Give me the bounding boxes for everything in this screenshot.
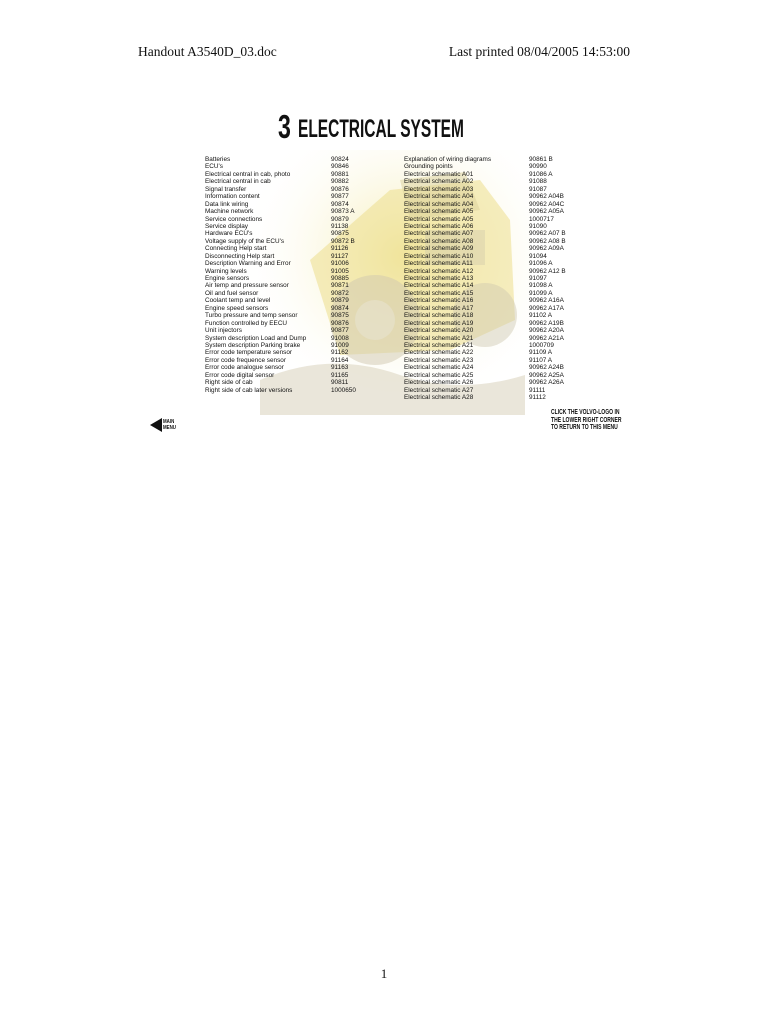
list-item[interactable]: Function controlled by EECU 90876 <box>205 319 349 327</box>
list-item[interactable]: Electrical schematic A09 90962 A09A <box>404 245 564 253</box>
page-number: 1 <box>380 966 388 981</box>
list-item[interactable]: Electrical schematic A07 90962 A07 B <box>404 230 566 238</box>
list-item[interactable]: Electrical central in cab 90882 <box>205 178 349 186</box>
list-item[interactable]: System description Parking brake 91009 <box>205 341 349 349</box>
list-item[interactable]: Electrical schematic A11 91096 A <box>404 260 553 268</box>
list-item[interactable]: Batteries 90824 <box>205 156 349 163</box>
list-item[interactable]: Error code analogue sensor 91163 <box>205 364 349 372</box>
list-item[interactable]: Electrical schematic A20 90962 A20A <box>404 327 564 335</box>
list-item[interactable]: Engine speed sensors 90874 <box>205 304 349 312</box>
list-item[interactable]: Data link wiring 90874 <box>205 200 349 208</box>
title-text: ELECTRICAL SYSTEM <box>298 115 464 143</box>
list-item[interactable]: System description Load and Dump 91008 <box>205 334 349 342</box>
list-item[interactable]: Oil and fuel sensor 90872 <box>205 289 349 297</box>
header-filename: Handout A3540D_03.doc <box>138 44 277 59</box>
list-item[interactable]: Electrical schematic A10 91094 <box>404 252 547 260</box>
list-item[interactable]: Disconnecting Help start 91127 <box>205 252 349 260</box>
list-item[interactable]: Electrical schematic A21 1000709 <box>404 341 554 349</box>
list-item[interactable]: Electrical schematic A15 91099 A <box>404 289 553 297</box>
main-menu-label: MAIN MENU <box>163 419 176 431</box>
title-number: 3 <box>278 108 291 145</box>
list-item[interactable]: Electrical schematic A28 91112 <box>404 394 546 401</box>
right-topic-list <box>404 156 604 401</box>
list-item[interactable]: Electrical schematic A13 91097 <box>404 275 547 282</box>
list-item[interactable]: Electrical schematic A24 90962 A24B <box>404 364 564 372</box>
list-item[interactable]: Air temp and pressure sensor 90871 <box>205 282 349 290</box>
list-item[interactable]: Error code frequence sensor 91164 <box>205 356 349 364</box>
list-item[interactable]: Electrical schematic A04 90962 A04B <box>404 193 564 201</box>
list-item[interactable]: Electrical schematic A25 90962 A25A <box>404 371 564 379</box>
list-item[interactable]: Electrical schematic A21 90962 A21A <box>404 334 564 342</box>
list-item[interactable]: Hardware ECU's 90875 <box>205 230 349 238</box>
list-item[interactable]: Electrical schematic A16 90962 A16A <box>404 297 564 305</box>
list-item[interactable]: Electrical schematic A17 90962 A17A <box>404 304 564 312</box>
list-item[interactable]: Error code digital sensor 91165 <box>205 371 349 379</box>
list-item[interactable]: Electrical schematic A01 91086 A <box>404 170 553 178</box>
list-item[interactable]: Electrical schematic A27 91111 <box>404 386 546 394</box>
left-arrow-icon <box>150 418 162 432</box>
list-item[interactable]: Electrical central in cab, photo 90881 <box>205 170 349 178</box>
list-item[interactable]: Electrical schematic A22 91109 A <box>404 349 552 357</box>
list-item[interactable]: Electrical schematic A06 91090 <box>404 222 547 230</box>
list-item[interactable]: Voltage supply of the ECU's 90872 B <box>205 237 355 245</box>
list-item[interactable]: Error code temperature sensor 91162 <box>205 349 349 357</box>
list-item[interactable]: Electrical schematic A14 91098 A <box>404 282 553 290</box>
list-item[interactable]: Machine network 90873 A <box>205 208 355 216</box>
list-item[interactable]: Signal transfer 90876 <box>205 185 349 193</box>
list-item[interactable]: Description Warning and Error 91006 <box>205 260 349 268</box>
list-item[interactable]: Turbo pressure and temp sensor 90875 <box>205 312 349 320</box>
list-item[interactable]: Electrical schematic A02 91088 <box>404 178 547 186</box>
list-item[interactable]: Electrical schematic A05 1000717 <box>404 215 554 223</box>
list-item[interactable]: Electrical schematic A19 90962 A19B <box>404 319 564 327</box>
list-item[interactable]: Connecting Help start 91126 <box>205 245 349 253</box>
list-item[interactable]: Electrical schematic A08 90962 A08 B <box>404 237 566 245</box>
list-item[interactable]: Service display 91138 <box>205 222 349 230</box>
list-item[interactable]: Information content 90877 <box>205 193 349 201</box>
list-item[interactable]: Service connections 90879 <box>205 215 349 223</box>
list-item[interactable]: Electrical schematic A05 90962 A05A <box>404 208 564 216</box>
page-title <box>278 108 498 148</box>
main-menu-button[interactable] <box>150 418 179 432</box>
list-item[interactable]: Warning levels 91005 <box>205 267 349 275</box>
list-item[interactable]: Electrical schematic A04 90962 A04C <box>404 200 565 208</box>
list-item[interactable]: Grounding points 90990 <box>404 163 547 171</box>
list-item[interactable]: Right side of cab 90811 <box>205 379 349 387</box>
list-item[interactable]: Electrical schematic A03 91087 <box>404 185 547 193</box>
header-print-date: Last printed 08/04/2005 14:53:00 <box>448 44 630 59</box>
list-item[interactable]: Engine sensors 90885 <box>205 275 349 282</box>
list-item[interactable]: Electrical schematic A18 91102 A <box>404 312 552 320</box>
list-item[interactable]: Unit injectors 90877 <box>205 327 349 335</box>
list-item[interactable]: Coolant temp and level 90879 <box>205 297 349 305</box>
list-item[interactable]: ECU's 90846 <box>205 163 349 171</box>
list-item[interactable]: Right side of cab later versions 1000650 <box>205 386 356 394</box>
return-instruction: CLICK THE VOLVO-LOGO IN THE LOWER RIGHT CORNER TO RETURN TO THIS MENU <box>551 409 622 432</box>
list-item[interactable]: Electrical schematic A26 90962 A26A <box>404 379 564 387</box>
list-item[interactable]: Explanation of wiring diagrams 90861 B <box>404 156 553 163</box>
list-item[interactable]: Electrical schematic A12 90962 A12 B <box>404 267 566 275</box>
left-topic-list <box>205 156 405 394</box>
list-item[interactable]: Electrical schematic A23 91107 A <box>404 356 552 364</box>
